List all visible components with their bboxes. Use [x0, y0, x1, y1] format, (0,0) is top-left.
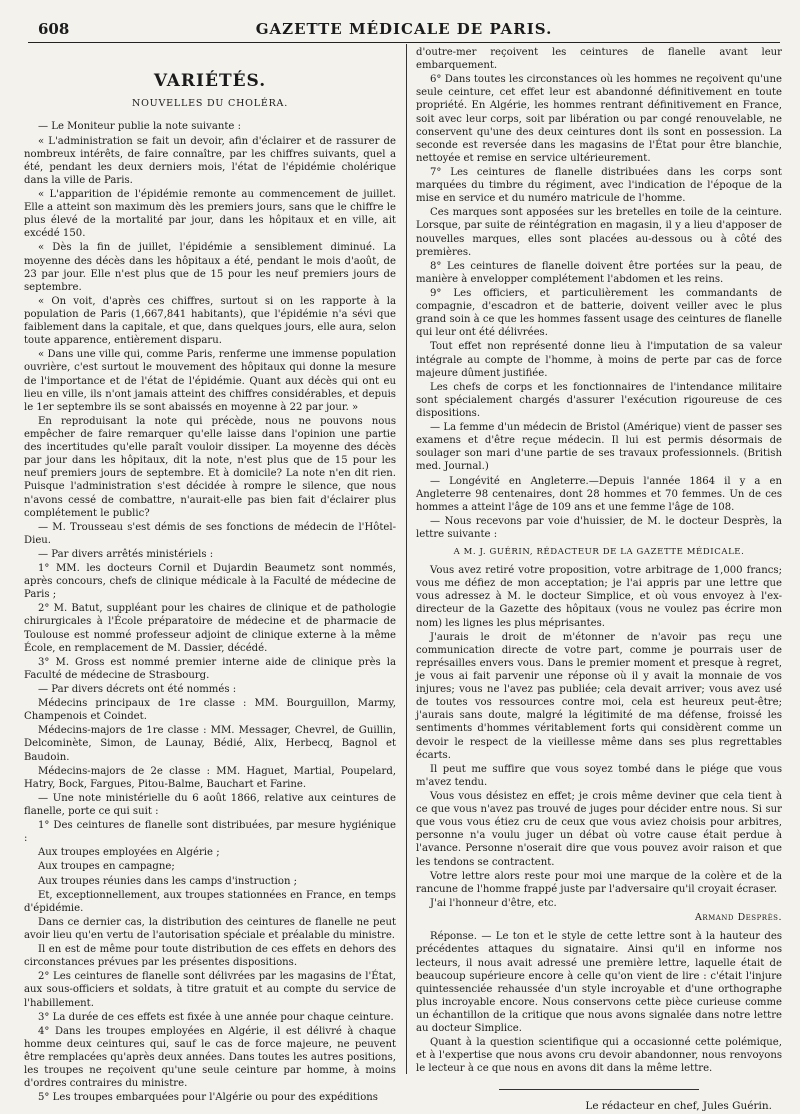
paragraph: Et, exceptionnellement, aux troupes stationnées en France, en temps d'épidémie.: [24, 889, 396, 914]
paragraph: Les chefs de corps et les fonctionnaires de l'intendance militaire sont spécialement chargés d'assurer l'exécution rigoureuse de ces dispositions.: [416, 381, 782, 419]
paragraph: « Dans une ville qui, comme Paris, renferme une immense population ouvrière, c'est surtout le mouvement des hôpitaux qui donne la mesure de l'importance et de l'état de l'épidémie. Quant aux décès qui ont eu lieu en ville, ils n'ont jamais atteint des chiffres considérables, et depuis le 1er septembre ils se sont abaissés en moyenne à 22 par jour. »: [24, 349, 396, 413]
paragraph: Il en est de même pour toute distribution de ces effets en dehors des circonstances prévues par les présentes dispositions.: [24, 944, 396, 969]
letter-heading: A M. J. GUÉRIN, RÉDACTEUR DE LA GAZETTE MÉDICALE.: [453, 547, 745, 558]
paragraph: — Par divers arrêtés ministériels :: [38, 548, 214, 560]
paragraph: 3° M. Gross est nommé premier interne aide de clinique près la Faculté de médecine de Strasbourg.: [24, 656, 396, 681]
paragraph: Votre lettre alors reste pour moi une marque de la colère et de la rancune de l'homme frappé juste par l'adversaire qu'il croyait écraser.: [416, 870, 782, 895]
paragraph: 5° Les troupes embarquées pour l'Algérie ou pour des expéditions: [38, 1092, 378, 1104]
paragraph: « Dès la fin de juillet, l'épidémie a sensiblement diminué. La moyenne des décès dans les hôpitaux a été, pendant le mois d'août, de 23 par jour. Elle n'est plus que de 15 pour les neuf premiers jours de septembre.: [24, 242, 396, 293]
paragraph: — Nous recevons par voie d'huissier, de M. le docteur Desprès, la lettre suivante :: [416, 515, 782, 540]
paragraph: « On voit, d'après ces chiffres, surtout si on les rapporte à la population de Paris (1,667,841 habitants), que l'épidémie n'a sévi que faiblement dans la capitale, et que, dans quelques jours, elle aura, selon toute apparence, entièrement disparu.: [24, 295, 396, 347]
paragraph: 2° M. Batut, suppléant pour les chaires de clinique et de pathologie chirurgicales à l'École préparatoire de médecine et de pharmacie de Toulouse est nommé professeur adjoint de clinique externe à la même École, en remplacement de M. Dassier, décédé.: [24, 603, 396, 654]
paragraph: Médecins-majors de 2e classe : MM. Haguet, Martial, Poupelard, Hatry, Bock, Fargues, Pitou-Balme, Bauchart et Farine.: [24, 765, 396, 790]
paragraph: 4° Dans les troupes employées en Algérie, il est délivré à chaque homme deux ceintures qui, sauf le cas de force majeure, ne peuvent être remplacées qu'après deux années. Dans toutes les autres positions, les troupes ne reçoivent qu'une seule ceinture par homme, à moins d'ordres contraires du ministre.: [24, 1025, 396, 1090]
paragraph: En reproduisant la note qui précède, nous ne pouvons nous empêcher de faire remarquer qu'elle laisse dans l'opinion une partie des incertitudes qu'elle paraît vouloir dissiper. La moyenne des décès par jour dans les hôpitaux, dit la note, n'est plus que de 15 pour les neuf premiers jours de septembre. Et à domicile? La note n'en dit rien. Puisque l'administration s'est décidée à rompre le silence, que nous n'avons cessé de combattre, n'aurait-elle pas bien fait d'éclairer plus complétement le public?: [24, 415, 396, 519]
paragraph: 1° Des ceintures de flanelle sont distribuées, par mesure hygiénique :: [24, 820, 396, 845]
journal-title: GAZETTE MÉDICALE DE PARIS.: [255, 20, 553, 38]
reply-body: [416, 930, 782, 1075]
paragraph: — Longévité en Angleterre.—Depuis l'année 1864 il y a en Angleterre 98 centenaires, dont 28 hommes et 70 femmes. Un de ces hommes a atteint l'âge de 109 ans et une femme l'âge de 108.: [416, 475, 782, 513]
paragraph: Dans ce dernier cas, la distribution des ceintures de flanelle ne peut avoir lieu qu'en vertu de l'autorisation spéciale et préalable du ministre.: [24, 916, 396, 941]
paragraph: — La femme d'un médecin de Bristol (Amérique) vient de passer ses examens et d'être reçue médecin. Il lui est permis désormais de soulager son mari d'une partie de ses travaux professionnels. (British med. Journal.): [416, 422, 782, 473]
paragraph: Vous vous désistez en effet; je crois même deviner que cela tient à ce que vous n'avez pas trouvé de juges pour décider entre nous. Si sur que vous vous étiez cru de ceux que vous aviez choisis pour arbitres, personne n'a voulu juger un débat où votre cause était perdue à l'avance. Personne n'oserait dire que vous pouvez avoir raison et que les tendons se contractent.: [416, 790, 782, 868]
paragraph: Vous avez retiré votre proposition, votre arbitrage de 1,000 francs; vous me défiez de mon acceptation; je l'ai appris par une lettre que vous adressez à M. le docteur Simplice, et où vous envoyez à l'ex-directeur de la Gazette des hôpitaux (vous ne voulez pas écrire mon nom) les lignes les plus méprisantes.: [416, 565, 782, 629]
paragraph: 2° Les ceintures de flanelle sont délivrées par les magasins de l'État, aux sous-officiers et soldats, à titre gratuit et au compte du service de l'habillement.: [24, 971, 396, 1009]
paragraph: — Le Moniteur publie la note suivante :: [38, 121, 241, 133]
paragraph: Tout effet non représenté donne lieu à l'imputation de sa valeur intégrale au compte de l'homme, à moins de perte par cas de force majeure dûment justifiée.: [416, 341, 782, 379]
section-subtitle: NOUVELLES DU CHOLÉRA.: [131, 98, 289, 110]
paragraph: Quant à la question scientifique qui a occasionné cette polémique, et à l'expertise que nous avons cru devoir abandonner, nous renvoyons le lecteur à ce que nous en avons dit dans la même lettre.: [416, 1037, 782, 1075]
paragraph: Médecins-majors de 1re classe : MM. Messager, Chevrel, de Guillin, Delcominète, Simon, de Launay, Bédié, Alix, Herbecq, Bagnol et Baudoin.: [24, 725, 396, 763]
paragraph: J'ai l'honneur d'être, etc.: [430, 897, 557, 909]
paragraph: « L'administration se fait un devoir, afin d'éclairer et de rassurer de nombreux intérêts, de faire connaître, par les chiffres suivants, quel a été, pendant les deux derniers mois, l'état de l'épidémie cholérique dans la ville de Paris.: [24, 135, 396, 186]
paragraph: Aux troupes réunies dans les camps d'instruction ;: [38, 875, 298, 887]
paragraph: 3° La durée de ces effets est fixée à une année pour chaque ceinture.: [38, 1011, 394, 1023]
paragraph: — Une note ministérielle du 6 août 1866, relative aux ceintures de flanelle, porte ce qui suit :: [24, 792, 396, 818]
paragraph: 8° Les ceintures de flanelle doivent être portées sur la peau, de manière à envelopper complétement l'abdomen et les reins.: [416, 260, 782, 285]
paragraph: d'outre-mer reçoivent les ceintures de flanelle avant leur embarquement.: [416, 47, 782, 72]
paragraph: Aux troupes employées en Algérie ;: [38, 847, 220, 859]
paragraph: 6° Dans toutes les circonstances où les hommes ne reçoivent qu'une seule ceinture, cet effet leur est abandonné définitivement en toute propriété. En Algérie, les hommes rentrant définitivement en France, soit avec leur corps, soit par libération ou par congé renouvelable, ne conservent qu'une des deux ceintures dont ils sont en possession. La seconde est reversée dans les magasins de l'État pour être blanchie, nettoyée et remise en service ultérieurement.: [416, 74, 782, 164]
paragraph: Il peut me suffire que vous soyez tombé dans le piége que vous m'avez tendu.: [416, 763, 782, 788]
left-paragraphs: [24, 120, 396, 1104]
left-column: [24, 50, 396, 1104]
section-title: VARIÉTÉS.: [153, 71, 267, 91]
paragraph: — Par divers décrets ont été nommés :: [38, 684, 237, 696]
column-divider: [406, 44, 407, 1074]
paragraph: Aux troupes en campagne;: [38, 861, 175, 873]
right-paragraphs: [416, 46, 782, 541]
paragraph: — M. Trousseau s'est démis de ses fonctions de médecin de l'Hôtel-Dieu.: [24, 521, 396, 546]
letter-signature: Armand Desprès.: [694, 911, 782, 923]
paragraph: 9° Les officiers, et particulièrement les commandants de compagnie, d'escadron et de batterie, doivent veiller avec le plus grand soin à ce que les hommes fassent usage des ceintures de flanelle qui leur ont été délivrées.: [416, 287, 782, 339]
letter-body: [416, 564, 782, 910]
paragraph: Ces marques sont apposées sur les bretelles en toile de la ceinture. Lorsque, par suite de réintégration en magasin, il y a lieu d'apposer de nouvelles marques, elles sont placées au-dessous ou à côté des premières.: [416, 207, 782, 258]
paragraph: 7° Les ceintures de flanelle distribuées dans les corps sont marquées du timbre du régiment, avec l'indication de l'époque de la mise en service et du numéro matricule de l'homme.: [416, 166, 782, 205]
paragraph: J'aurais le droit de m'étonner de n'avoir pas reçu une communication directe de votre part, comme je pourrais user de représailles envers vous. Dans le premier moment et presque à regret, je vous ai fait parvenir une réponse où il y avait la monnaie de vos injures; vous ne l'avez pas publiée; cela devait arriver; vous avez usé de toutes vos ressources contre moi, cela est heureux peut-être; j'aurais sans doute, malgré la légitimité de ma défense, froissé les sentiments d'hommes véritablement forts qui considèrent comme un devoir le respect de la vieillesse même dans ses plus regrettables écarts.: [416, 631, 782, 761]
paragraph: « L'apparition de l'épidémie remonte au commencement de juillet. Elle a atteint son maximum dès les premiers jours, sans que le chiffre le plus élevé de la mortalité par jour, dans les hôpitaux et en ville, ait excédé 150.: [24, 188, 396, 240]
paragraph: Réponse. — Le ton et le style de cette lettre sont à la hauteur des précédentes attaques du signataire. Ainsi qu'il en informe nos lecteurs, il nous avait adressé une première lettre, laquelle était de beaucoup supérieure encore à celle qu'on vient de lire : c'était l'injure quintessenciée rehaussée d'un style incroyable et d'une orthographe plus incroyable encore. Nous conservons cette pièce curieuse comme un échantillon de la critique que nous avons signalée dans notre lettre au docteur Simplice.: [416, 931, 782, 1035]
page-header: [28, 12, 780, 44]
closing-rule: [499, 1089, 699, 1090]
paragraph: 1° MM. les docteurs Cornil et Dujardin Beaumetz sont nommés, après concours, chefs de clinique médicale à la Faculté de médecine de Paris ;: [24, 563, 396, 601]
paragraph: Médecins principaux de 1re classe : MM. Bourguillon, Marmy, Champenois et Coindet.: [24, 698, 396, 723]
editor-signature: Le rédacteur en chef, Jules Guérin.: [585, 1100, 772, 1113]
right-column: [416, 46, 782, 1113]
header-rule: [28, 42, 780, 43]
page-number: 608: [38, 20, 70, 38]
